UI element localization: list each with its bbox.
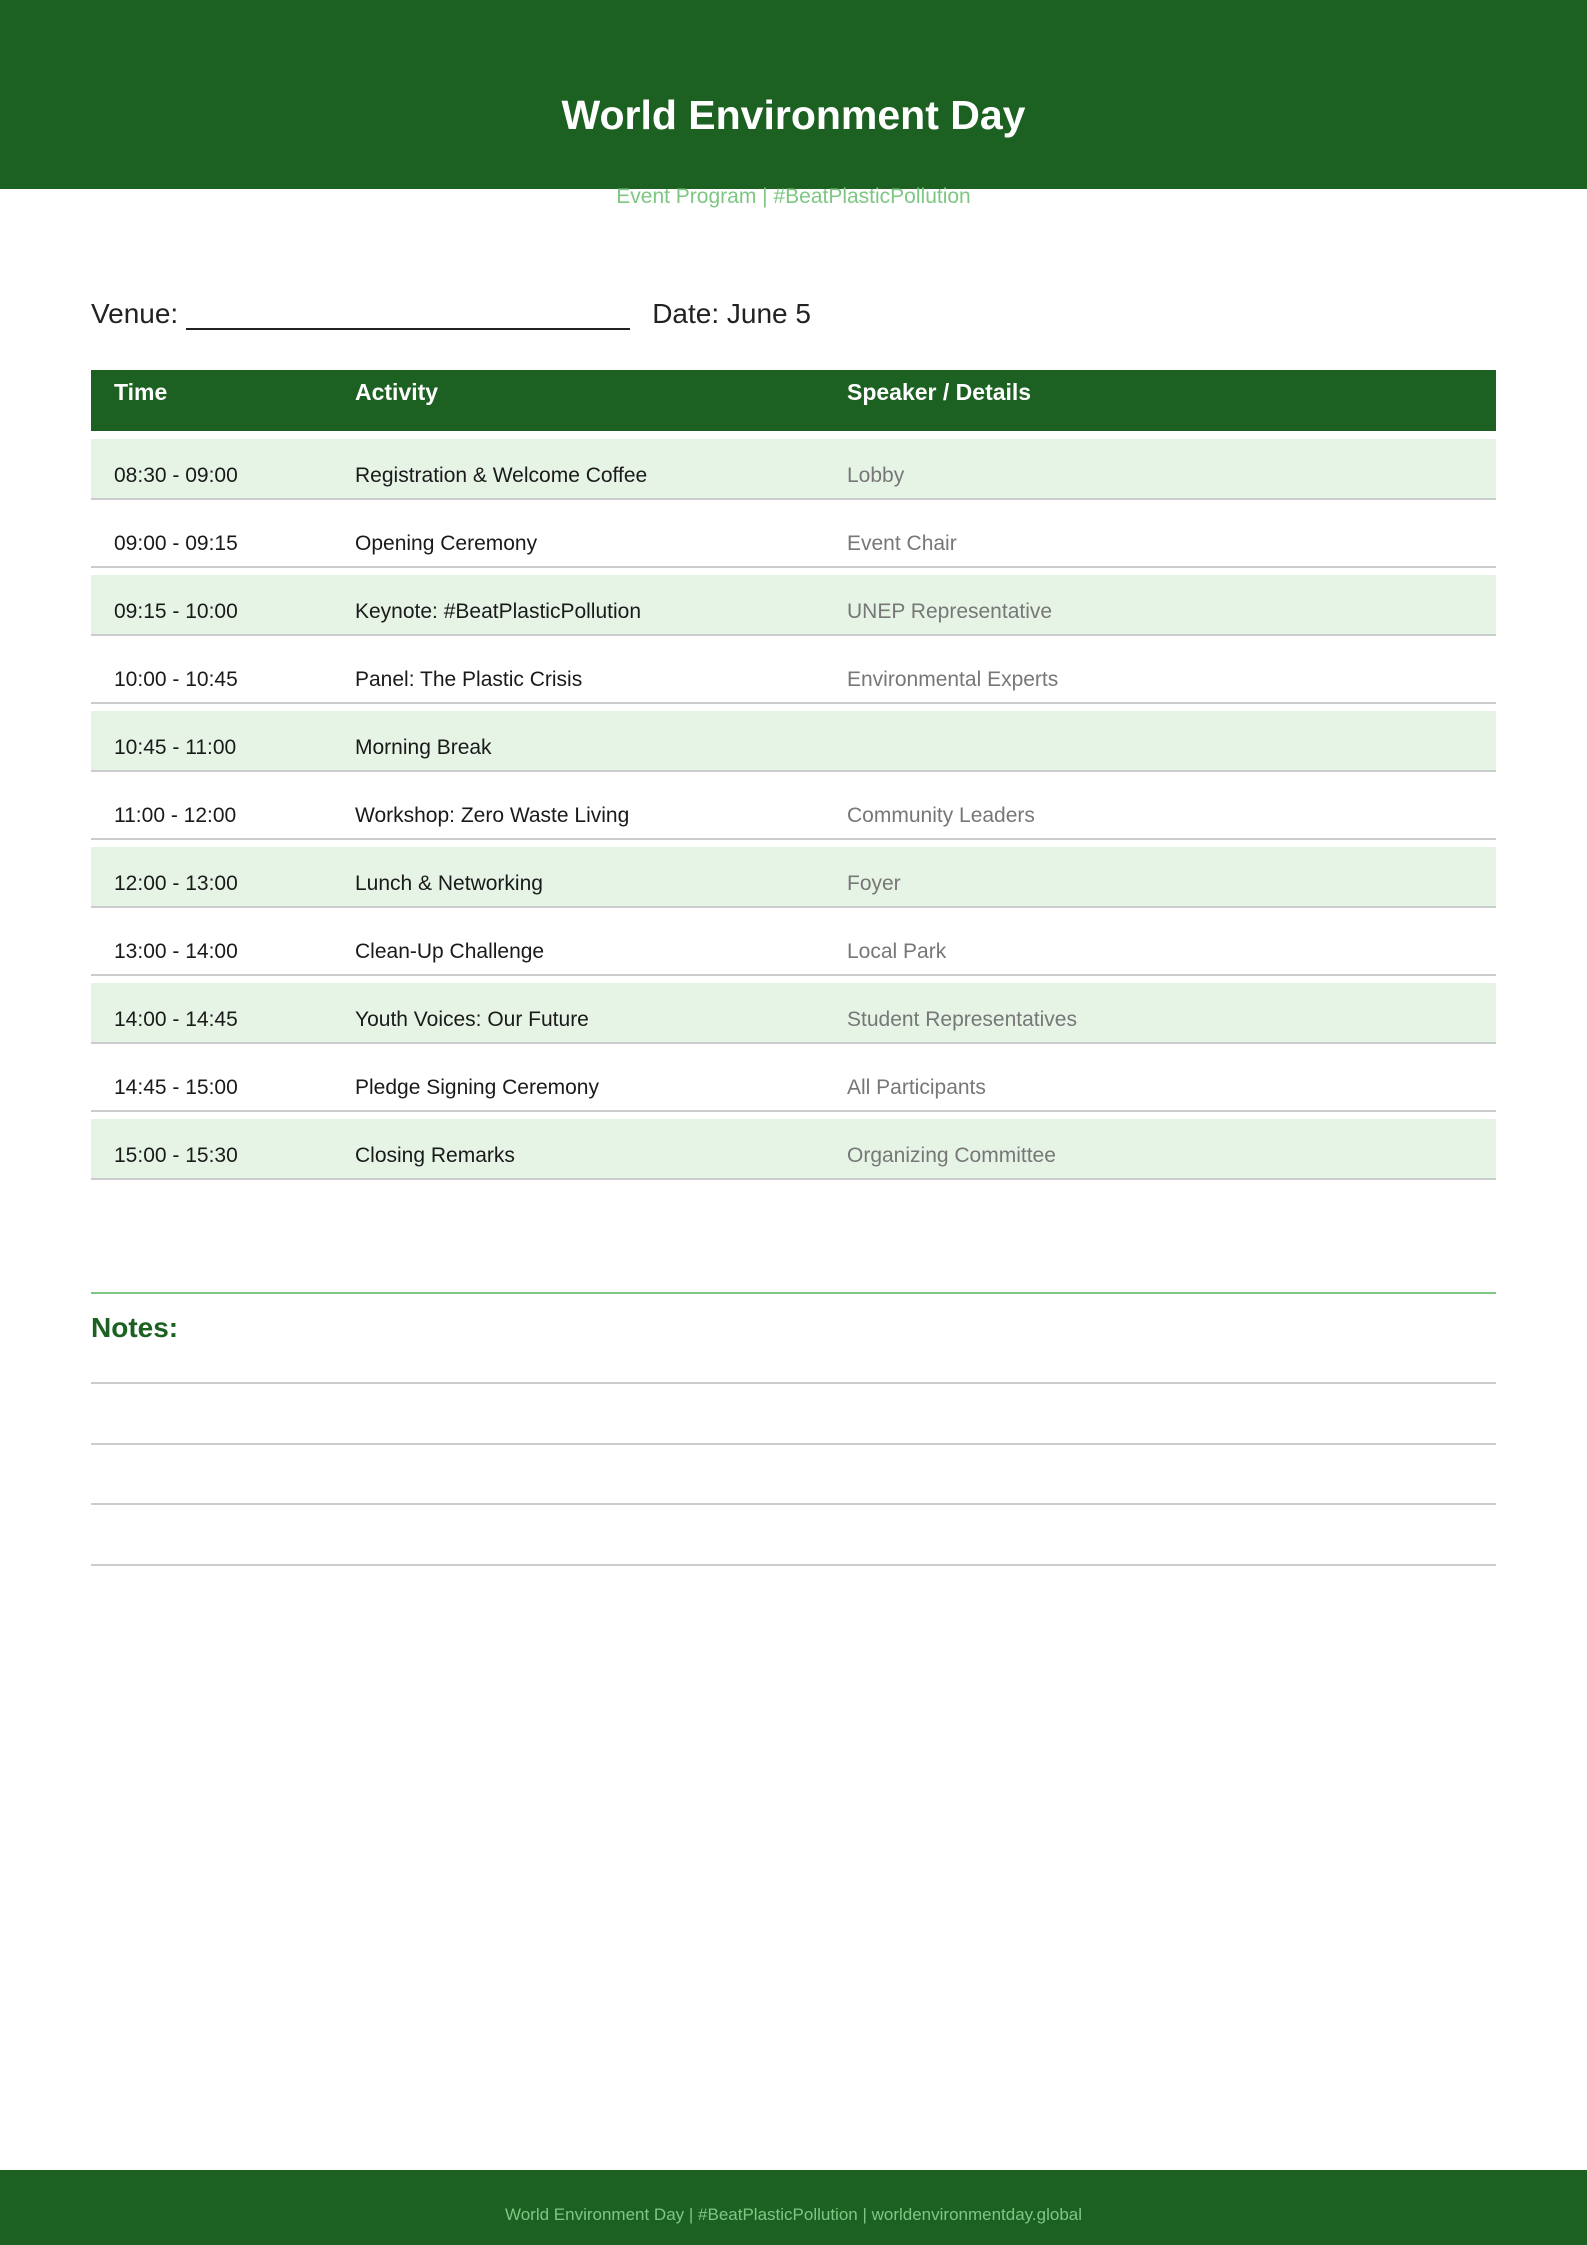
- table-spacer: [91, 499, 1496, 507]
- activity-cell: Lunch & Networking: [355, 847, 847, 907]
- time-cell: 10:45 - 11:00: [91, 711, 355, 771]
- speaker-cell: Foyer: [847, 847, 1496, 907]
- column-header-speaker: Speaker / Details: [847, 370, 1496, 431]
- activity-cell: Closing Remarks: [355, 1119, 847, 1179]
- table-row: [91, 711, 1496, 771]
- activity-cell: Registration & Welcome Coffee: [355, 439, 847, 499]
- time-cell: 14:45 - 15:00: [91, 1051, 355, 1111]
- speaker-cell: Local Park: [847, 915, 1496, 975]
- table-row: [91, 575, 1496, 635]
- speaker-cell: UNEP Representative: [847, 575, 1496, 635]
- table-spacer: [91, 1043, 1496, 1051]
- time-cell: 14:00 - 14:45: [91, 983, 355, 1043]
- activity-cell: Workshop: Zero Waste Living: [355, 779, 847, 839]
- activity-cell: Morning Break: [355, 711, 847, 771]
- speaker-cell: Lobby: [847, 439, 1496, 499]
- time-cell: 08:30 - 09:00: [91, 439, 355, 499]
- notes-writing-line: [91, 1382, 1496, 1384]
- page-subtitle: Event Program | #BeatPlasticPollution: [616, 185, 971, 208]
- time-cell: 13:00 - 14:00: [91, 915, 355, 975]
- activity-cell: Panel: The Plastic Crisis: [355, 643, 847, 703]
- speaker-cell: Event Chair: [847, 507, 1496, 567]
- table-row: [91, 983, 1496, 1043]
- table-row: [91, 779, 1496, 839]
- table-spacer: [91, 907, 1496, 915]
- table-row: [91, 507, 1496, 567]
- table-spacer: [91, 771, 1496, 779]
- event-info-line: [91, 290, 811, 330]
- table-row: [91, 847, 1496, 907]
- notes-writing-line: [91, 1503, 1496, 1505]
- speaker-cell: [847, 711, 1496, 771]
- speaker-cell: Community Leaders: [847, 779, 1496, 839]
- table-spacer: [91, 1111, 1496, 1119]
- speaker-cell: Organizing Committee: [847, 1119, 1496, 1179]
- notes-divider: [91, 1292, 1496, 1294]
- table-row: [91, 915, 1496, 975]
- notes-heading: Notes:: [91, 1312, 179, 1343]
- table-spacer: [91, 703, 1496, 711]
- page-title: World Environment Day: [561, 92, 1026, 138]
- event-date: Date: June 5: [652, 298, 811, 329]
- time-cell: 10:00 - 10:45: [91, 643, 355, 703]
- table-spacer: [91, 431, 1496, 439]
- table-header-row: [91, 370, 1496, 431]
- speaker-cell: All Participants: [847, 1051, 1496, 1111]
- table-spacer: [91, 635, 1496, 643]
- notes-writing-line: [91, 1443, 1496, 1445]
- table-spacer: [91, 975, 1496, 983]
- time-cell: 09:00 - 09:15: [91, 507, 355, 567]
- speaker-cell: Environmental Experts: [847, 643, 1496, 703]
- notes-writing-line: [91, 1564, 1496, 1566]
- venue-blank-field: [186, 296, 630, 330]
- activity-cell: Keynote: #BeatPlasticPollution: [355, 575, 847, 635]
- table-spacer: [91, 567, 1496, 575]
- table-row: [91, 1119, 1496, 1179]
- table-row: [91, 643, 1496, 703]
- table-spacer: [91, 839, 1496, 847]
- footer-text: World Environment Day | #BeatPlasticPollution | worldenvironmentday.global: [504, 2205, 1083, 2224]
- time-cell: 12:00 - 13:00: [91, 847, 355, 907]
- time-cell: 11:00 - 12:00: [91, 779, 355, 839]
- activity-cell: Youth Voices: Our Future: [355, 983, 847, 1043]
- time-cell: 09:15 - 10:00: [91, 575, 355, 635]
- schedule-table: [91, 370, 1496, 1180]
- column-header-time: Time: [91, 370, 355, 431]
- time-cell: 15:00 - 15:30: [91, 1119, 355, 1179]
- column-header-activity: Activity: [355, 370, 847, 431]
- activity-cell: Clean-Up Challenge: [355, 915, 847, 975]
- table-row: [91, 1051, 1496, 1111]
- activity-cell: Opening Ceremony: [355, 507, 847, 567]
- table-row: [91, 439, 1496, 499]
- activity-cell: Pledge Signing Ceremony: [355, 1051, 847, 1111]
- speaker-cell: Student Representatives: [847, 983, 1496, 1043]
- venue-label: Venue:: [91, 298, 179, 329]
